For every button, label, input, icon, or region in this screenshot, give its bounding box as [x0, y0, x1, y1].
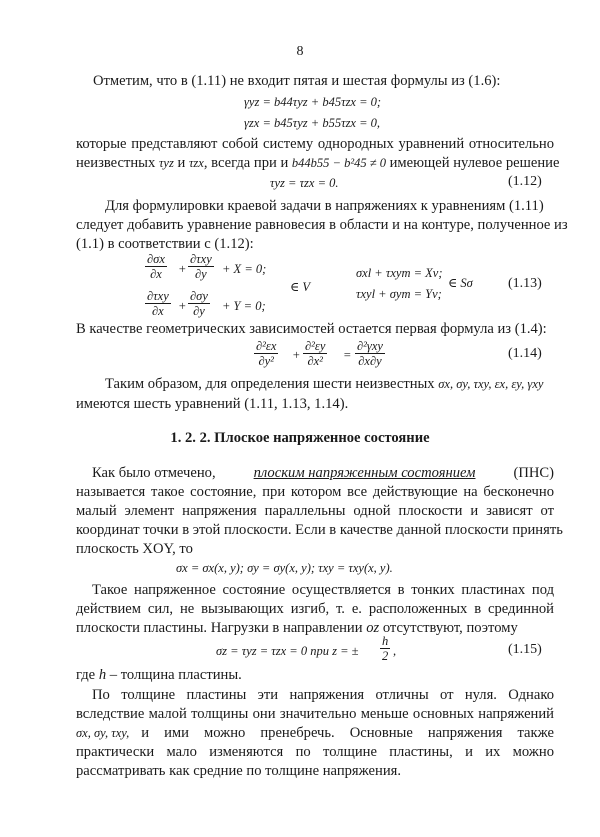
equation-number: (1.15) [508, 642, 542, 657]
equation-115: σz = τyz = τzx = 0 при z = ± [216, 644, 359, 658]
text-line: вследствие малой толщины они значительно меньше основных напряжений [76, 706, 554, 722]
math-span: σx, σy, τxy, εx, εy, γxy [438, 377, 544, 391]
equal-sign: = [343, 348, 352, 362]
equation-tail: + Y = 0; [222, 299, 266, 313]
text-line: практически мало изменяются по толщине пластины, и их можно [76, 744, 554, 760]
equation-number: (1.12) [508, 174, 542, 189]
plus-sign: + [178, 262, 187, 276]
text-line: плоскость XOY, то [76, 541, 193, 557]
plus-sign: + [178, 299, 187, 313]
text-span: , всегда при и [203, 155, 289, 171]
text-line: называется такое состояние, при котором все действующие на бесконечно [76, 484, 554, 500]
text-span: h [98, 667, 107, 683]
text-line: Отметим, что в (1.11) не входит пятая и шестая формулы из (1.6): [93, 73, 501, 89]
equation-number: (1.14) [508, 346, 542, 361]
text-line: По толщине пластины эти напряжения отличны от нуля. Однако [92, 687, 554, 703]
text-span: и [177, 155, 186, 171]
text-line: Как было отмечено, плоским напряженным состоянием (ПНС) [92, 465, 554, 481]
fraction: $\frac{\partial\sigma y}{\partial y}$ [190, 289, 208, 318]
boundary-eq-1: σxl + τxym = Xν; [356, 266, 443, 280]
text-line: действием сил, не вызывающих изгиб, т. е. расположенных в срединной [76, 601, 554, 617]
plus-sign: + [292, 348, 301, 362]
text-span: имеющей нулевое решение [389, 155, 560, 171]
equation-gamma-zx: γzx = b45τyz + b55τzx = 0, [244, 116, 381, 130]
text-span: плоскости пластины. Нагрузки в направлении [76, 620, 363, 636]
text-span: где [76, 667, 96, 683]
text-line: рассматривать как средние по толщине напряжения. [76, 763, 401, 779]
text-span: неизвестных [76, 155, 156, 171]
text-line: малый элемент напряжения параллельны одной плоскости и зависят от [76, 503, 554, 519]
text-line: которые представляют собой систему однородных уравнений относительно [76, 136, 554, 152]
math-span: b44b55 − b²45 ≠ 0 [291, 156, 386, 170]
equation-112: τyz = τzx = 0. [270, 176, 339, 190]
boundary-eq-2: τxyl + σym = Yν; [356, 287, 442, 301]
text-line: (1.1) в соответствии с (1.12): [76, 236, 254, 252]
fraction: $\frac{h}{2}$ [382, 634, 389, 663]
text-span: – толщина пластины. [109, 667, 242, 683]
section-title: 1. 2. 2. Плоское напряженное состояние [170, 430, 430, 446]
text-line: имеются шесть уравнений (1.11, 1.13, 1.14). [76, 396, 349, 412]
math-span: τzx [188, 156, 204, 170]
domain-s: ∈ Sσ [448, 276, 473, 290]
text-span: отсутствуют, поэтому [382, 620, 518, 636]
text-span: oz [366, 620, 380, 636]
comma: , [393, 644, 397, 658]
equation-tail: + X = 0; [222, 262, 267, 276]
fraction: $\frac{\partial\sigma x}{\partial x}$ [147, 252, 165, 281]
text-line: следует добавить уравнение равновесия в области и на контуре, полученное из [76, 217, 568, 233]
text-line: Такое напряженное состояние осуществляется в тонких пластинах под [92, 582, 554, 598]
domain-v: ∈ V [290, 280, 311, 294]
math-span: τyz [158, 156, 174, 170]
equation-plane-stress: σx = σx(x, y); σy = σy(x, y); τxy = τxy(x, y). [176, 561, 393, 575]
fraction: ∂τxy ∂y [190, 252, 212, 281]
text-line: координат точки в этой плоскости. Если в качестве данной плоскости принять [76, 522, 563, 538]
fraction: $\frac{\text{∂²εy}}{\text{∂x²}}$ [305, 339, 326, 368]
fraction: $\frac{\text{∂²εx}}{\text{∂y²}}$ [256, 339, 277, 368]
text-line: Для формулировки краевой задачи в напряжениях к уравнениям (1.11) [105, 198, 544, 214]
page-number: 8 [296, 44, 304, 59]
text-line: В качестве геометрических зависимостей остается первая формула из (1.4): [76, 321, 547, 337]
fraction: ∂²γxy ∂x∂y [357, 339, 383, 368]
text-line: σx, σy, τxy, и ими можно пренебречь. Основные напряжения также [76, 725, 554, 741]
equation-number: (1.13) [508, 276, 542, 291]
text-span: Таким образом, для определения шести неизвестных [105, 376, 435, 392]
equation-gamma-yz: γyz = b44τyz + b45τzx = 0; [244, 95, 382, 109]
fraction: ∂τxy ∂x [147, 289, 169, 318]
